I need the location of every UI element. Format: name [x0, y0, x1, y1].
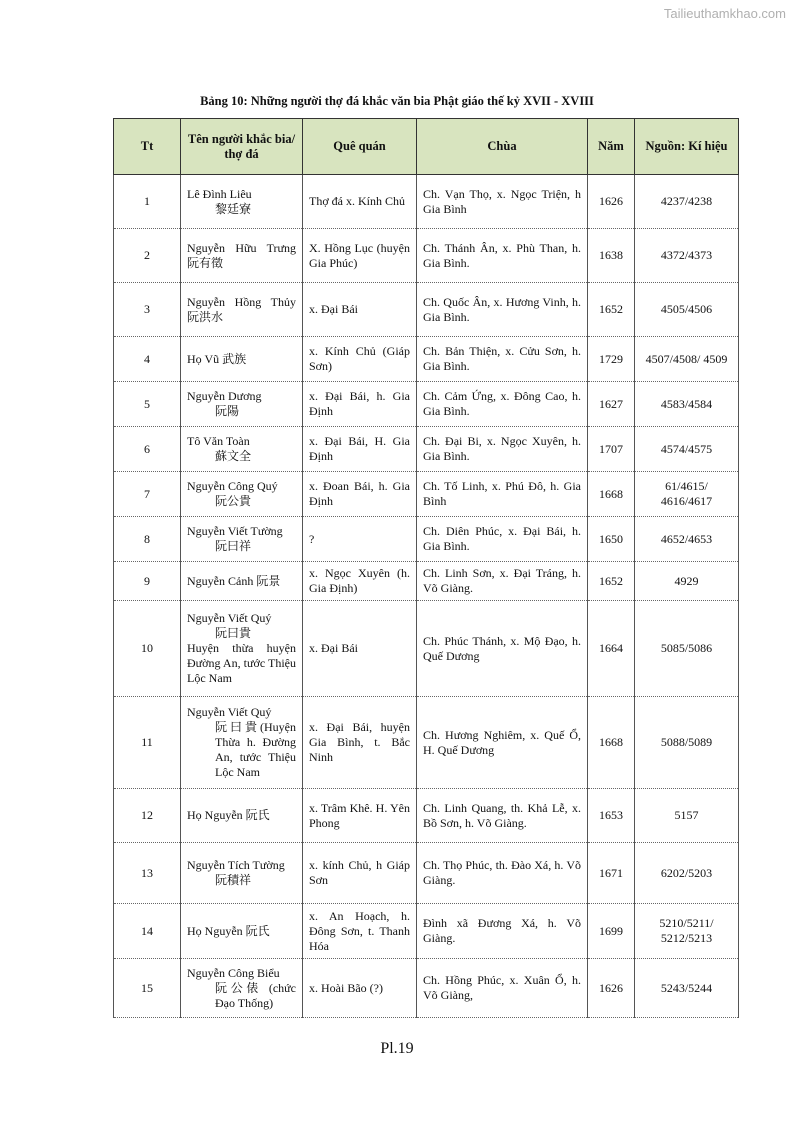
carver-name-han: 阮陽 [215, 404, 240, 418]
cell-que: x. Đoan Bái, h. Gia Định [303, 472, 417, 517]
cell-kh: 5085/5086 [635, 601, 739, 697]
cell-name [181, 843, 303, 904]
carver-name: Nguyễn Hữu Trưng 阮有徵 [187, 240, 296, 270]
cell-chua: Ch. Thọ Phúc, th. Đào Xá, h. Võ Giàng. [417, 843, 588, 904]
cell-nam: 1699 [588, 904, 635, 959]
cell-tt: 3 [114, 283, 181, 337]
cell-chua: Ch. Đại Bi, x. Ngọc Xuyên, h. Gia Bình. [417, 427, 588, 472]
carver-name-han: 阮曰貴 [215, 626, 252, 640]
stone-carvers-table [113, 118, 739, 1018]
cell-name [181, 427, 303, 472]
cell-que: x. Hoài Bão (?) [303, 959, 417, 1018]
cell-name [181, 517, 303, 562]
cell-name [181, 904, 303, 959]
carver-name: Tô Văn Toàn [187, 434, 250, 448]
cell-kh: 4929 [635, 562, 739, 601]
table-row [114, 562, 739, 601]
cell-que: x. Trâm Khê. H. Yên Phong [303, 789, 417, 843]
cell-name [181, 472, 303, 517]
cell-nam: 1652 [588, 283, 635, 337]
cell-chua: Ch. Quốc Ân, x. Hương Vinh, h. Gia Bình. [417, 283, 588, 337]
cell-nam: 1671 [588, 843, 635, 904]
watermark-text: Tailieuthamkhao.com [663, 6, 786, 21]
cell-chua: Ch. Hồng Phúc, x. Xuân Ổ, h. Võ Giàng, [417, 959, 588, 1018]
table-row [114, 229, 739, 283]
carver-name: Họ Nguyễn 阮氏 [187, 923, 270, 938]
carver-name-han: 阮曰祥 [215, 539, 252, 553]
cell-chua: Ch. Phúc Thánh, x. Mộ Đạo, h. Quế Dương [417, 601, 588, 697]
cell-nam: 1729 [588, 337, 635, 382]
table-row [114, 337, 739, 382]
cell-name [181, 283, 303, 337]
cell-nam: 1668 [588, 697, 635, 789]
cell-chua: Ch. Cảm Ứng, x. Đông Cao, h. Gia Bình. [417, 382, 588, 427]
cell-kh: 5157 [635, 789, 739, 843]
cell-name [181, 175, 303, 229]
cell-tt: 9 [114, 562, 181, 601]
cell-chua: Ch. Bản Thiện, x. Cửu Sơn, h. Gia Bình. [417, 337, 588, 382]
cell-que: X. Hồng Lục (huyện Gia Phúc) [303, 229, 417, 283]
table-row [114, 175, 739, 229]
cell-name [181, 959, 303, 1018]
cell-nam: 1626 [588, 959, 635, 1018]
cell-name [181, 382, 303, 427]
cell-kh: 6202/5203 [635, 843, 739, 904]
carver-name: Họ Vũ 武族 [187, 351, 247, 366]
carver-name-han: 阮公貴 [215, 494, 252, 508]
cell-que: x. Đại Bái [303, 601, 417, 697]
cell-tt: 13 [114, 843, 181, 904]
cell-tt: 10 [114, 601, 181, 697]
cell-que: x. Đại Bái, H. Gia Định [303, 427, 417, 472]
table-row [114, 843, 739, 904]
table-row [114, 959, 739, 1018]
cell-tt: 2 [114, 229, 181, 283]
cell-chua: Ch. Vạn Thọ, x. Ngọc Triện, h Gia Bình [417, 175, 588, 229]
cell-chua: Đình xã Đương Xá, h. Võ Giàng. [417, 904, 588, 959]
carver-name: Nguyễn Tích Tường [187, 858, 285, 872]
cell-kh: 5088/5089 [635, 697, 739, 789]
page-number: Pl.19 [380, 1040, 414, 1057]
table-row [114, 789, 739, 843]
carver-name: Họ Nguyễn 阮氏 [187, 808, 270, 822]
cell-kh: 61/4615/ 4616/4617 [635, 472, 739, 517]
cell-que: x. Đại Bái, huyện Gia Bình, t. Bắc Ninh [303, 697, 417, 789]
cell-kh: 4574/4575 [635, 427, 739, 472]
cell-nam: 1668 [588, 472, 635, 517]
header-nam: Năm [588, 119, 635, 175]
cell-que: x. Đại Bái [303, 283, 417, 337]
cell-nam: 1653 [588, 789, 635, 843]
table-body [114, 175, 739, 1018]
cell-name [181, 697, 303, 789]
cell-name [181, 789, 303, 843]
carver-name-han: 阮公俵 (chức Đạo Thống) [215, 980, 296, 1010]
cell-que: x. kính Chủ, h Giáp Sơn [303, 843, 417, 904]
table-row [114, 382, 739, 427]
cell-que: x. Ngọc Xuyên (h. Gia Định) [303, 562, 417, 601]
cell-kh: 4507/4508/ 4509 [635, 337, 739, 382]
table-row [114, 283, 739, 337]
cell-nam: 1627 [588, 382, 635, 427]
carver-title: Huyện thừa huyện Đường An, tước Thiệu Lộc Nam [187, 641, 296, 685]
cell-name [181, 337, 303, 382]
table-row [114, 601, 739, 697]
cell-name [181, 229, 303, 283]
cell-nam: 1626 [588, 175, 635, 229]
carver-name-han: 阮積祥 [215, 873, 252, 887]
cell-tt: 11 [114, 697, 181, 789]
carver-name: Nguyễn Công Quý [187, 479, 278, 493]
table-row [114, 517, 739, 562]
carver-name: Lê Đình Liêu [187, 186, 252, 201]
carver-name: Nguyễn Dương [187, 389, 262, 403]
header-chua: Chùa [417, 119, 588, 175]
carver-name: Nguyễn Cảnh 阮景 [187, 573, 281, 588]
carver-name-han: 阮 曰 貴 (Huyện Thừa h. Đường An, tước Thiệu Lộc Nam [215, 720, 296, 779]
cell-que: x. Đại Bái, h. Gia Định [303, 382, 417, 427]
cell-nam: 1652 [588, 562, 635, 601]
cell-kh: 4583/4584 [635, 382, 739, 427]
cell-chua: Ch. Thánh Ân, x. Phù Than, h. Gia Bình. [417, 229, 588, 283]
cell-kh: 5243/5244 [635, 959, 739, 1018]
cell-tt: 5 [114, 382, 181, 427]
cell-kh: 4237/4238 [635, 175, 739, 229]
cell-kh: 5210/5211/ 5212/5213 [635, 904, 739, 959]
cell-tt: 15 [114, 959, 181, 1018]
cell-nam: 1638 [588, 229, 635, 283]
cell-tt: 7 [114, 472, 181, 517]
carver-name: Nguyễn Viết Tường [187, 524, 283, 538]
table-row [114, 427, 739, 472]
carver-name-han: 黎廷寮 [215, 201, 252, 216]
cell-que: ? [303, 517, 417, 562]
table-row [114, 697, 739, 789]
carver-name: Nguyễn Viết Quý [187, 611, 272, 625]
cell-name [181, 562, 303, 601]
table-row [114, 904, 739, 959]
cell-tt: 14 [114, 904, 181, 959]
cell-tt: 1 [114, 175, 181, 229]
header-kh: Nguồn: Kí hiệu [635, 119, 739, 175]
cell-nam: 1650 [588, 517, 635, 562]
cell-kh: 4652/4653 [635, 517, 739, 562]
cell-name [181, 601, 303, 697]
cell-que: x. Kính Chủ (Giáp Sơn) [303, 337, 417, 382]
carver-name: Nguyễn Công Biểu [187, 965, 280, 980]
cell-tt: 6 [114, 427, 181, 472]
cell-que: x. An Hoạch, h. Đông Sơn, t. Thanh Hóa [303, 904, 417, 959]
header-que: Quê quán [303, 119, 417, 175]
table-caption: Bảng 10: Những người thợ đá khắc văn bia Phật giáo thế kỷ XVII - XVIII [200, 94, 594, 108]
carver-name-han: 蘇文全 [215, 449, 252, 463]
cell-nam: 1707 [588, 427, 635, 472]
cell-que: Thợ đá x. Kính Chủ [303, 175, 417, 229]
cell-tt: 8 [114, 517, 181, 562]
cell-tt: 4 [114, 337, 181, 382]
header-name: Tên người khắc bia/ thợ đá [181, 119, 303, 175]
header-tt: Tt [114, 119, 181, 175]
cell-nam: 1664 [588, 601, 635, 697]
carver-name: Nguyễn Hồng Thủy 阮洪水 [187, 294, 296, 324]
cell-chua: Ch. Tố Linh, x. Phú Đô, h. Gia Bình [417, 472, 588, 517]
cell-kh: 4372/4373 [635, 229, 739, 283]
cell-chua: Ch. Diên Phúc, x. Đại Bái, h. Gia Bình. [417, 517, 588, 562]
carver-name: Nguyễn Viết Quý [187, 705, 272, 719]
cell-chua: Ch. Linh Sơn, x. Đại Tráng, h. Võ Giàng. [417, 562, 588, 601]
cell-tt: 12 [114, 789, 181, 843]
cell-chua: Ch. Linh Quang, th. Khả Lễ, x. Bồ Sơn, h. Võ Giàng. [417, 789, 588, 843]
cell-chua: Ch. Hương Nghiêm, x. Quế Ổ, H. Quế Dương [417, 697, 588, 789]
table-row [114, 472, 739, 517]
table-header-row [114, 119, 739, 175]
cell-kh: 4505/4506 [635, 283, 739, 337]
